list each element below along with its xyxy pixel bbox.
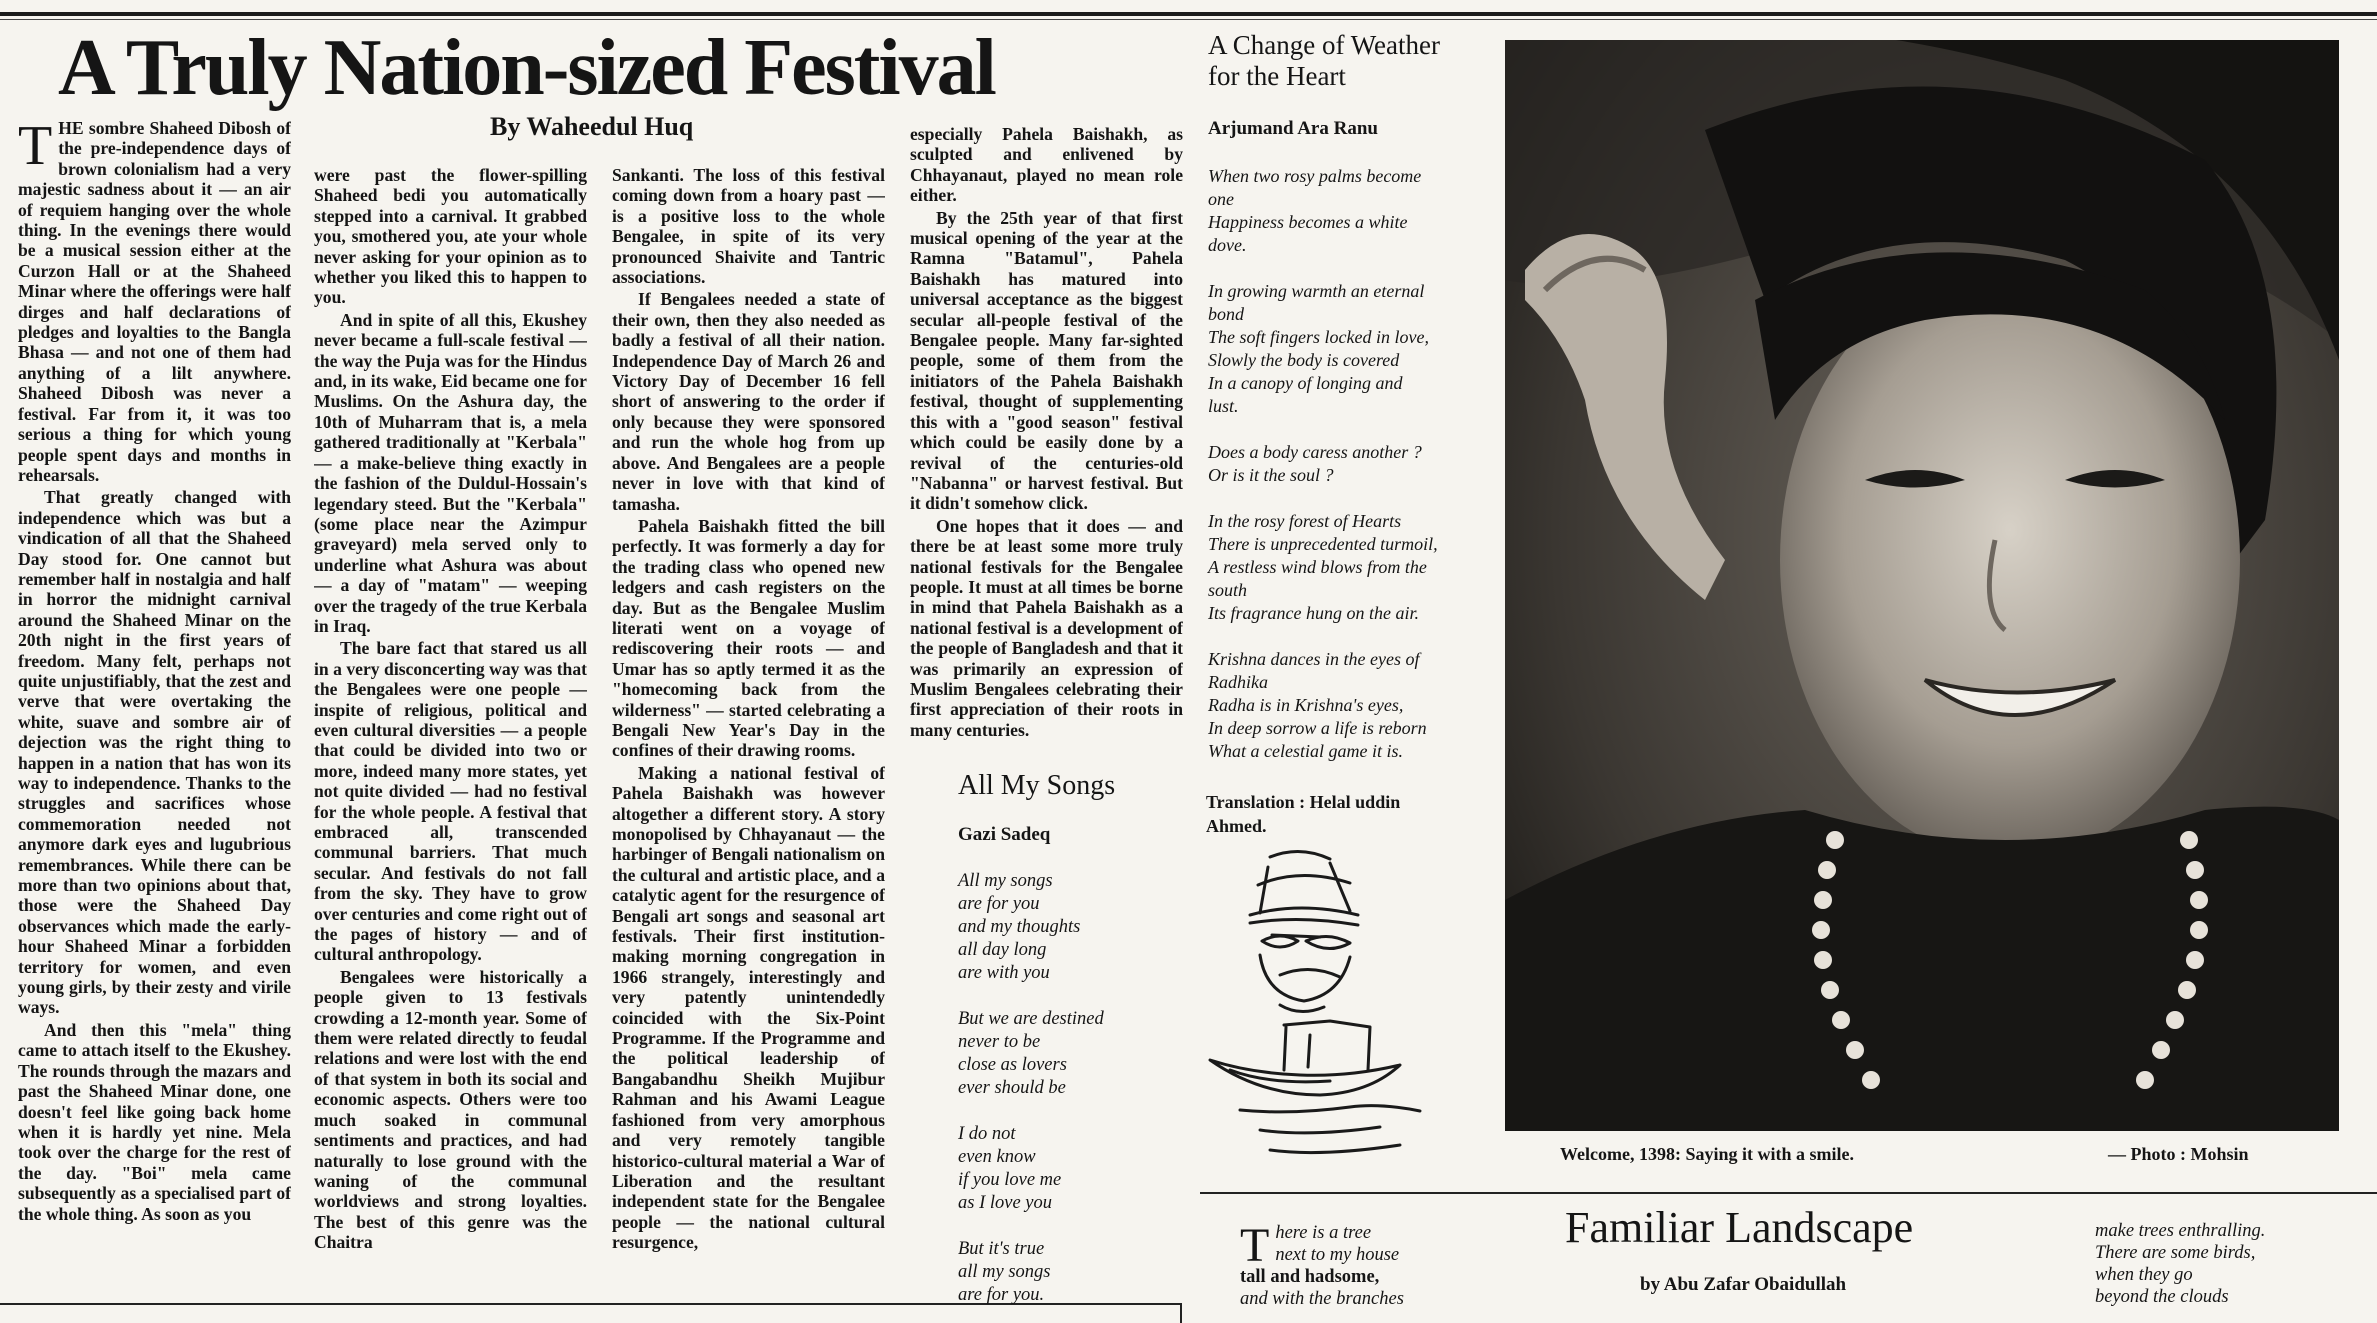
weather-poem: When two rosy palms become one Happiness becomes a white dove. In growing warmth an eternal bond The soft fingers locked in love, Slowly the body is covered In a canopy of longing and lust. Does a body caress another ? Or is it the soul ? In the rosy forest of Hearts There is unprecedented turmoil, A restless wind blows from the south Its fragrance hung on the air. Krishna dances in the eyes of Radhika Radha is in Krishna's eyes, In deep sorrow a life is reborn What a celestial game it is. (1208, 166, 1438, 761)
article-paragraph: One hopes that it does — and there be at least some more truly national festivals for the Bengalee people. It must at all times be borne in mind that Pahela Baishakh as a national festival is a development of the people of Bangladesh and that it was primarily an expression of Muslim Bengalees celebrating their first appreciation of their roots in many centuries. (910, 515, 1183, 740)
article-paragraph: That greatly changed with independence which was but a vindication of all that the Shaheed Day stood for. One cannot but remember half in nostalgia and half in horror the midnight carnival around the Shaheed Minar on the 20th night in the first years of freedom. Many felt, perhaps not quite unjustifiably, that the zest and verve that were overtaking the white, suave and sombre air of dejection was the right thing to happen in a nation that has won its way to independence. Thanks to the struggles and sacrifices whose commemoration needed not anymore dark eyes and lugubrious remembrances. While there can be more than two opinions about that, those were the Shaheed Day observances which made the early-hour Shaheed Minar a forbidden territory for women, and even young girls, by their zesty and virile ways. (18, 487, 291, 1018)
article-paragraph: The bare fact that stared us all in a very disconcerting way was that the Bengalees were one people — inspite of religious, political and even cultural diversities — a people that could be divided into two or more, indeed many more states, yet not quite divided — had no festival for the whole people. A festival that embraced all, transcended communal barriers. That much secular. And festivals do not fall from the sky. They have to grow over centuries and come right out of the pages of history — and of cultural anthropology. (314, 638, 587, 965)
section-rule (1200, 1192, 2377, 1194)
article-paragraph: Making a national festival of Pahela Baishakh was however altogether a different story. A story monopolised by Chhayanaut — the harbinger of Bengali nationalism on the cultural and artistic place, and a catalytic agent for the resurgence of Bengali art songs and seasonal art festivals. Their first institution-making morning congregation in 1966 strangely, interestingly and very patently unintendedly coincided with the Six-Point Programme. If the Programme and the political leadership of Bangabandhu Sheikh Mujibur Rahman and his Awami League fashioned from very amorphous and very remotely tangible historico-cultural material a War of Liberation and the resultant independent state for the Bengalee people — the national cultural resurgence, (612, 762, 885, 1253)
landscape-title: Familiar Landscape (1565, 1203, 1914, 1252)
landscape-byline: by Abu Zafar Obaidullah (1640, 1274, 1847, 1295)
article-paragraph: were past the flower-spilling Shaheed bedi you automatically stepped into a carnival. It grabbed you, smothered you, ate your whole never asking for your opinion as to whether you liked this to happen to you. (314, 165, 587, 308)
boat-drawing (1210, 1021, 1420, 1153)
line-drawing-illustration (1200, 845, 1460, 1175)
weather-author: Arjumand Ara Ranu (1208, 118, 1378, 139)
article-column-1 (18, 118, 291, 1288)
jaw (1260, 955, 1350, 1001)
weather-title: A Change of Weather for the Heart (1208, 30, 1441, 91)
photo-caption: Welcome, 1398: Saying it with a smile. (1560, 1144, 1854, 1164)
article-paragraph: Bengalees were historically a people given to 13 festivals crowding a 12-month year. Some of them were related directly to feudal relations and were lost with the end of that system in both its social and economic aspects. Others were too much soaked in communal sentiments and practices, and had naturally to lose ground with the waning of the communal worldviews and strong loyalties. The best of this genre was the Chaitra (314, 966, 587, 1253)
top-rule (0, 12, 2377, 16)
article-byline: By Waheedul Huq (490, 112, 694, 141)
article-paragraph: Sankanti. The loss of this festival coming down from a hoary past — is a positive loss to the whole Bengalee, in spite of its very pronounced Shaivite and Tantric associations. (612, 165, 885, 288)
article-column-2 (314, 165, 587, 1290)
landscape-column-right: make trees enthralling. There are some birds, when they go beyond the clouds (2095, 1221, 2266, 1307)
article-column-3 (612, 165, 885, 1290)
article-paragraph: And then this "mela" thing came to attach itself to the Ekushey. The rounds through the mazars and past the Shaheed Minar done, one doesn't feel like going back home when it is hardly yet nine. Mela took over the charge for the rest of the day. "Boi" mela came subsequently as a specialised part of the whole thing. As soon as you (18, 1019, 291, 1224)
songs-author: Gazi Sadeq (958, 824, 1051, 845)
landscape-column-left: T here is a tree next to my house tall and hadsome, and with the branches (1240, 1219, 1404, 1309)
drop-cap: T (1240, 1219, 1270, 1272)
article-paragraph: especially Pahela Baishakh, as sculpted and enlivened by Chhayanaut, played no mean role either. (910, 124, 1183, 206)
weather-translation: Translation : Helal uddin Ahmed. (1206, 792, 1401, 836)
article-headline: A Truly Nation-sized Festival (58, 24, 995, 112)
portrait-photo (1505, 40, 2339, 1131)
mustache (1280, 969, 1340, 977)
article-paragraph: If Bengalees needed a state of their own, then they also needed as badly a festival of all their nation. Independence Day of March 26 and Victory Day of December 16 fell short of answering to the order if only because they were sponsored and run the whole hog from up above. And Bengalees are a people never in love with that kind of tamasha. (612, 289, 885, 514)
drop-cap: T (18, 118, 53, 177)
article-paragraph: Pahela Baishakh fitted the bill perfectly. It was formerly a day for the trading class who opened new ledgers and cash registers on the day. But as the Bengalee Muslim literati went on a voyage of rediscovering their roots — and Umar has so aptly termed it as the "homecoming back from the wilderness" — started celebrating a Bengali New Year's Day in the confines of their drawing rooms. (612, 515, 885, 761)
songs-title: All My Songs (958, 770, 1116, 801)
hat-top (1270, 851, 1330, 859)
songs-poem: All my songs are for you and my thoughts all day long are with you But we are destined never to be close as lovers ever should be I do not even know if you love me as I love you But it's true all my songs are for you. (958, 871, 1104, 1305)
article-paragraph: By the 25th year of that first musical opening of the year at the Ramna "Batamul", Pahela Baishakh has matured into universal acceptance as the biggest secular all-people festival of the Bengalee people. Many far-sighted people, some of them from the initiators of the Pahela Baishakh festival, thought of supplementing this with a "good season" festival which could be easily done by a revival of the centuries-old "Nabanna" or harvest festival. But it didn't somehow click. (910, 207, 1183, 514)
photo-credit: — Photo : Mohsin (2108, 1144, 2249, 1164)
article-paragraph: And in spite of all this, Ekushey never became a full-scale festival — the way the Puja was for the Hindus and, in its wake, Eid became one for Muslims. On the Ashura day, the 10th of Muharram that is, a mela gathered traditionally at "Kerbala" — a make-believe thing exactly in the fashion of the Duldul-Hossain's legendary steed. But the "Kerbala" (some place near the Azimpur graveyard) mela served only to underline what Ashura was about — a day of "matam" — weeping over the tragedy of the true Kerbala in Iraq. (314, 309, 587, 636)
article-paragraph: THE sombre Shaheed Dibosh of the pre-independence days of brown colonialism had a very majestic sadness about it — an air of requiem hanging over the whole thing. In the evenings there would be a musical session either at the Curzon Hall or at the Shaheed Minar where the offerings were half dirges and half declarations of pledges and loyalties to the Bangla Bhasa — and not one of them had anything of a lilt anywhere. Shaheed Dibosh was never a festival. Far from it, it was too serious a thing for which young people spent days and months in rehearsals. (18, 118, 291, 485)
article-column-4 (910, 124, 1183, 749)
